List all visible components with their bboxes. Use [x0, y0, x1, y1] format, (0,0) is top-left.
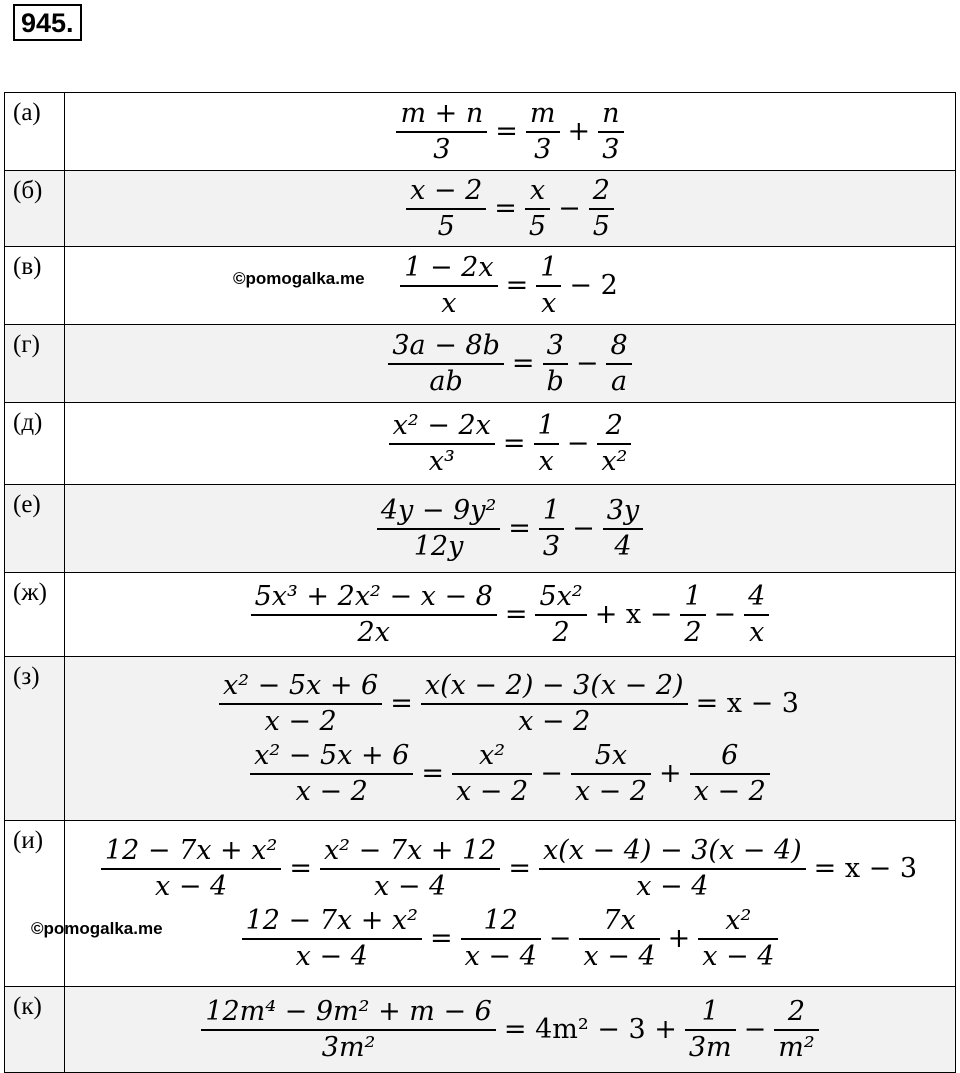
- equation-cell: [65, 657, 956, 821]
- denominator: 2x: [251, 614, 497, 648]
- fraction: [539, 496, 564, 562]
- equation-line: [65, 741, 955, 807]
- fraction: [242, 906, 422, 972]
- denominator: 5: [525, 208, 550, 242]
- fraction: [389, 411, 495, 477]
- fraction: [543, 331, 568, 397]
- fraction: [535, 582, 586, 648]
- solutions-table: [4, 92, 956, 1073]
- fraction: [589, 176, 614, 242]
- equation-cell: [65, 573, 956, 657]
- fraction: [698, 906, 778, 972]
- operator: −: [548, 923, 572, 954]
- fraction: [534, 411, 559, 477]
- denominator: x: [536, 285, 561, 319]
- numerator: 3: [546, 329, 564, 361]
- row-label: (б): [5, 171, 65, 247]
- operator: +: [659, 758, 682, 789]
- numerator: 1: [540, 251, 558, 283]
- denominator: 3: [396, 131, 487, 165]
- fraction: [579, 906, 659, 972]
- denominator: x − 2: [452, 773, 532, 807]
- operator: =: [429, 923, 453, 954]
- operator: −: [713, 599, 737, 630]
- fraction: [685, 997, 736, 1063]
- fraction: [251, 582, 497, 648]
- operator: + x −: [594, 599, 673, 630]
- equation-row: [5, 573, 956, 657]
- fraction: [320, 836, 500, 902]
- fraction: [539, 836, 806, 902]
- numerator: x² − 5x + 6: [254, 739, 410, 771]
- operator: −: [540, 758, 563, 789]
- numerator: 3a − 8b: [392, 329, 500, 361]
- fraction: [598, 99, 623, 165]
- equation-cell: [65, 485, 956, 573]
- denominator: x − 2: [250, 773, 413, 807]
- equation-cell: [65, 171, 956, 247]
- numerator: 5x: [594, 739, 628, 771]
- equation-cell: [31, 821, 956, 987]
- fraction: [406, 176, 486, 242]
- denominator: a: [606, 363, 631, 397]
- denominator: x − 4: [579, 938, 659, 972]
- numerator: 2: [605, 409, 623, 441]
- operator: = 4m² − 3 +: [503, 1014, 677, 1045]
- operator: +: [567, 116, 591, 147]
- fraction: [452, 741, 532, 807]
- operator: +: [667, 923, 691, 954]
- equation-line: [65, 671, 955, 737]
- numerator: 5x³ + 2x² − x − 8: [254, 580, 493, 612]
- numerator: x − 2: [410, 174, 483, 206]
- row-label: (к): [5, 987, 65, 1073]
- operator: =: [494, 193, 517, 224]
- operator: =: [390, 688, 413, 719]
- equation-row: [5, 987, 956, 1073]
- denominator: x: [400, 285, 497, 319]
- operator: =: [495, 116, 518, 147]
- equation-cell: [65, 987, 956, 1073]
- denominator: x: [744, 614, 769, 648]
- denominator: x − 4: [320, 868, 500, 902]
- equation-line: [65, 331, 955, 397]
- fraction: [526, 99, 560, 165]
- fraction: [774, 997, 818, 1063]
- equation-line: [65, 411, 955, 477]
- fraction: [525, 176, 550, 242]
- numerator: 4y − 9y²: [380, 494, 497, 526]
- denominator: 3: [598, 131, 623, 165]
- operator: =: [504, 599, 528, 630]
- numerator: n: [602, 97, 620, 129]
- operator: = x − 3: [695, 688, 799, 719]
- fraction: [101, 836, 281, 902]
- denominator: 3: [539, 528, 564, 562]
- equation-row: [5, 93, 956, 171]
- row-label: (и): [5, 821, 65, 987]
- operator: =: [508, 853, 531, 884]
- numerator: x(x − 4) − 3(x − 4): [542, 834, 802, 866]
- equation-row: [5, 485, 956, 573]
- denominator: ab: [388, 363, 504, 397]
- numerator: 2: [592, 174, 610, 206]
- numerator: m: [529, 97, 556, 129]
- numerator: 4: [748, 580, 766, 612]
- denominator: 3m²: [201, 1029, 496, 1063]
- numerator: x² − 7x + 12: [323, 834, 497, 866]
- fraction: [219, 671, 382, 737]
- watermark: ©pomogalka.me: [31, 919, 163, 938]
- numerator: 6: [721, 739, 739, 771]
- numerator: 1: [701, 995, 719, 1027]
- numerator: x² − 5x + 6: [223, 669, 379, 701]
- fraction: [536, 253, 561, 319]
- denominator: 3: [526, 131, 560, 165]
- fraction: [400, 253, 497, 319]
- fraction: [571, 741, 651, 807]
- fraction: [388, 331, 504, 397]
- fraction: [201, 997, 496, 1063]
- watermark: ©pomogalka.me: [233, 269, 365, 288]
- denominator: x − 4: [698, 938, 778, 972]
- equation-row: [5, 247, 956, 325]
- numerator: 8: [610, 329, 628, 361]
- denominator: 5: [406, 208, 486, 242]
- numerator: 1: [542, 494, 561, 526]
- equation-line: [65, 997, 955, 1063]
- denominator: b: [543, 363, 568, 397]
- fraction: [597, 411, 631, 477]
- numerator: 1: [537, 409, 555, 441]
- fraction: [396, 99, 487, 165]
- fraction: [377, 496, 500, 562]
- row-label: (д): [5, 403, 65, 485]
- fraction: [690, 741, 770, 807]
- denominator: x − 2: [690, 773, 770, 807]
- operator: =: [289, 853, 312, 884]
- operator: =: [508, 513, 531, 544]
- denominator: x − 2: [219, 703, 382, 737]
- operator: −: [566, 428, 590, 459]
- numerator: 1: [684, 580, 702, 612]
- denominator: x²: [597, 443, 631, 477]
- fraction: [606, 331, 631, 397]
- operator: −: [743, 1014, 767, 1045]
- numerator: 1 − 2x: [404, 251, 494, 283]
- denominator: x − 4: [242, 938, 422, 972]
- fraction: [680, 582, 705, 648]
- denominator: m²: [774, 1029, 818, 1063]
- numerator: x² − 2x: [392, 409, 491, 441]
- operator: −: [575, 348, 599, 379]
- fraction: [603, 496, 643, 562]
- numerator: 5x²: [539, 580, 583, 612]
- equation-row: [5, 657, 956, 821]
- solutions-table-body: [5, 93, 956, 1073]
- row-label: (г): [5, 325, 65, 403]
- equation-cell: [65, 325, 956, 403]
- denominator: 2: [535, 614, 586, 648]
- equation-row: [5, 403, 956, 485]
- operator: =: [421, 758, 444, 789]
- equation-cell: [65, 247, 956, 325]
- numerator: x²: [479, 739, 506, 771]
- operator: = x − 3: [813, 853, 918, 884]
- row-label: (е): [5, 485, 65, 573]
- equation-row: [5, 325, 956, 403]
- denominator: x − 4: [461, 938, 541, 972]
- numerator: 7x: [603, 904, 636, 936]
- equation-line: [65, 836, 955, 902]
- numerator: m + n: [400, 97, 484, 129]
- operator: −: [558, 193, 581, 224]
- numerator: 12m⁴ − 9m² + m − 6: [205, 995, 492, 1027]
- denominator: x − 4: [101, 868, 281, 902]
- numerator: x: [529, 174, 546, 206]
- operator: =: [505, 270, 529, 301]
- denominator: 5: [589, 208, 614, 242]
- denominator: 4: [603, 528, 643, 562]
- operator: − 2: [569, 270, 618, 301]
- row-label: (ж): [5, 573, 65, 657]
- equation-line: [65, 99, 955, 165]
- equation-line: [65, 176, 955, 242]
- problem-number: 945.: [13, 4, 82, 41]
- denominator: 3m: [685, 1029, 736, 1063]
- numerator: 3y: [606, 494, 640, 526]
- equation-line: [65, 582, 955, 648]
- denominator: x − 2: [571, 773, 651, 807]
- denominator: 2: [680, 614, 705, 648]
- equation-line: [65, 253, 955, 319]
- denominator: x − 4: [539, 868, 806, 902]
- numerator: x²: [725, 904, 752, 936]
- operator: −: [572, 513, 595, 544]
- equation-line: [65, 496, 955, 562]
- numerator: 12: [483, 904, 518, 936]
- equation-row: [5, 821, 956, 987]
- fraction: [421, 671, 688, 737]
- operator: =: [511, 348, 535, 379]
- numerator: 2: [787, 995, 806, 1027]
- denominator: x: [534, 443, 559, 477]
- numerator: 12 − 7x + x²: [245, 904, 418, 936]
- row-label: (в): [5, 247, 65, 325]
- equation-cell: [65, 403, 956, 485]
- fraction: [744, 582, 769, 648]
- equation-cell: [65, 93, 956, 171]
- equation-line: [65, 906, 955, 972]
- numerator: x(x − 2) − 3(x − 2): [424, 669, 684, 701]
- denominator: x − 2: [421, 703, 688, 737]
- denominator: 12y: [377, 528, 500, 562]
- row-label: (з): [5, 657, 65, 821]
- numerator: 12 − 7x + x²: [104, 834, 278, 866]
- fraction: [461, 906, 541, 972]
- row-label: (а): [5, 93, 65, 171]
- equation-row: [5, 171, 956, 247]
- fraction: [250, 741, 413, 807]
- operator: =: [502, 428, 526, 459]
- denominator: x³: [389, 443, 495, 477]
